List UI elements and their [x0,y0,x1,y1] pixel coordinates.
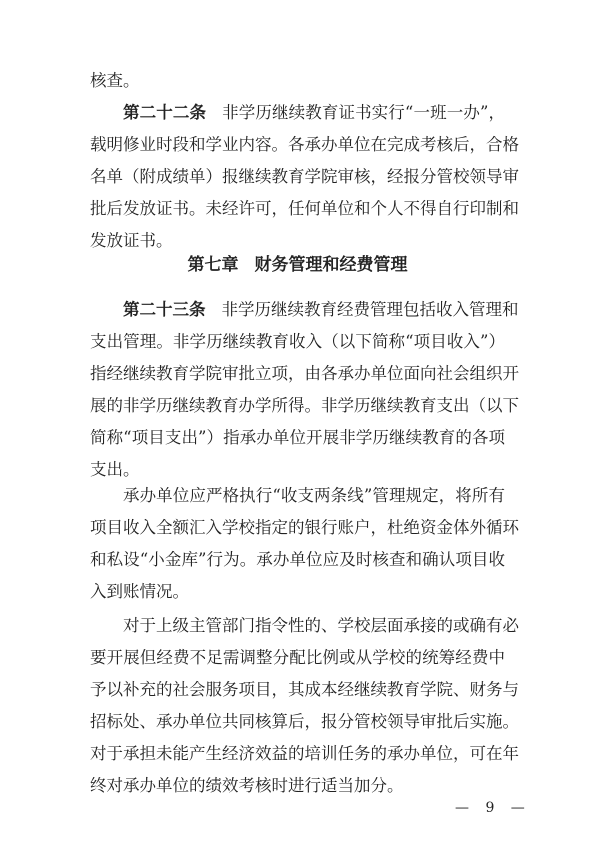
text-line: 对于承担未能产生经济效益的培训任务的承办单位，可在年 [90,744,519,763]
text-line: 入到账情况。 [90,582,189,601]
text-line: 予以补充的社会服务项目，其成本经继续教育学院、财务与 [90,680,519,699]
text-line: 招标处、承办单位共同核算后，报分管校领导审批后实施。 [90,712,519,731]
text-line: 承办单位应严格执行“收支两条线”管理规定，将所有 [123,486,505,505]
article-23-text: 非学历继续教育经费管理包括收入管理和 [221,300,519,319]
text-line: 载明修业时段和学业内容。各承办单位在完成考核后，合格 [90,135,519,154]
article-22-label: 第二十二条 [123,103,207,122]
text-line: 指经继续教育学院审批立项，由各承办单位面向社会组织开 [90,364,519,383]
text-line: 和私设“小金库”行为。承办单位应及时核查和确认项目收 [90,550,505,569]
article-23-label: 第二十三条 [123,300,206,319]
chapter-heading [0,254,595,276]
text-line: 对于上级主管部门指令性的、学校层面承接的或确有必 [123,616,519,635]
page-number: — 9 — [455,800,531,816]
text-line: 批后发放证书。未经许可，任何单位和个人不得自行印制和 [90,199,519,218]
text-line: 支出管理。非学历继续教育收入（以下简称“项目收入”） [90,332,505,351]
text-line: 简称“项目支出”）指承办单位开展非学历继续教育的各项 [90,428,505,447]
text-line: 要开展但经费不足需调整分配比例或从学校的统筹经费中 [90,648,505,667]
chapter-title: 财务管理和经费管理 [254,255,408,275]
text-line: 展的非学历继续教育办学所得。非学历继续教育支出（以下 [90,396,519,415]
article-22-first-line [123,103,505,123]
text-line: 核查。 [90,71,140,90]
article-22-text: 非学历继续教育证书实行“一班一办”， [222,103,506,122]
text-line: 支出。 [90,460,140,479]
text-line: 发放证书。 [90,231,173,250]
text-line: 名单（附成绩单）报继续教育学院审核，经报分管校领导审 [90,167,519,186]
chapter-number: 第七章 [187,255,239,275]
text-line: 终对承办单位的绩效考核时进行适当加分。 [90,776,404,795]
text-line: 项目收入全额汇入学校指定的银行账户，杜绝资金体外循环 [90,518,519,537]
article-23-first-line [123,300,519,320]
